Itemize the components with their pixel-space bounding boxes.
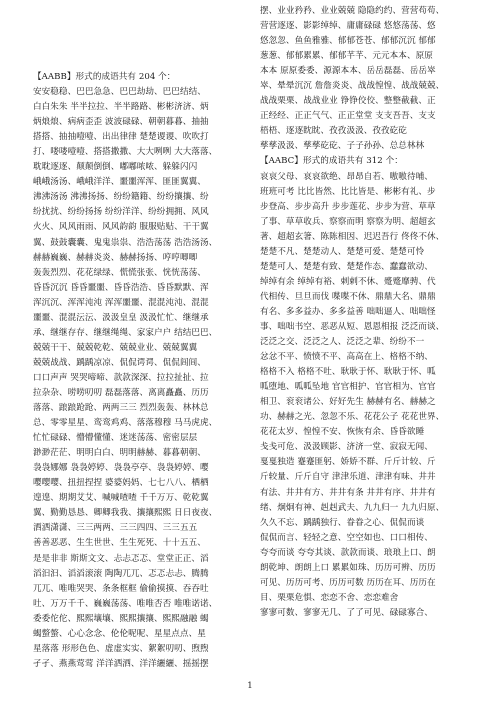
- text-line: 正经经、正正气气、正正堂堂 支支吾吾、支支: [260, 111, 436, 122]
- aabb-list-continued: [260, 4, 472, 154]
- text-line: 蝎螫螫、心心念念、伦伦呢呢、星星点点、星: [33, 628, 206, 639]
- text-line: 星落落 形形色色、虚虚实实、絮絮叨叨、煦煦: [33, 643, 209, 654]
- text-line: 口口声声 哭哭啼啼、款款深深、拉拉扯扯、拉: [33, 372, 209, 383]
- text-line: 沸沸汤汤 沸沸扬扬、纷纷籍籍、纷纷攘攘、纷: [33, 192, 209, 203]
- text-line: 委委佗佗、熙熙壤壤、熙熙攘攘、熙熙融融 蝎: [33, 613, 209, 624]
- text-line: 久久不忘、踽踽独行、眷眷之心、侃侃而谈: [260, 517, 425, 528]
- text-line: 崒、晕晕沉沉 詹詹炎炎、战战惶惶、战战兢兢、: [260, 81, 445, 92]
- text-line: 总、零零星星、鸾鸾鸡鸡、落落穆穆 马马虎虎、: [33, 418, 218, 429]
- text-line: 著、超超玄箸、陈陈相因、迟迟吾行 佟佟不休、: [260, 231, 445, 242]
- text-line: 相卫、衮衮诸公、好好先生 赫赫有名、赫赫之: [260, 397, 436, 408]
- text-line: 泛泛之交、泛泛之人、泛泛之辈、纷纷不一: [260, 337, 425, 348]
- text-line: 滔汩汩、滔滔滚滚 陶陶兀兀、忑忑忐忐、腾腾: [33, 568, 209, 579]
- text-line: 功、赫赫之光、忽忽不乐、花花公子 花花世界、: [260, 412, 445, 423]
- text-line: 戛戛独造 蹇蹇匪躬、娇娇不群、斤斤计较、斤: [260, 457, 436, 468]
- text-line: 炳烺烺、病病歪歪 波波碌碌、朝朝暮暮、抽抽: [33, 117, 209, 128]
- text-line: 吐、万万千千、巍巍荡荡、唯唯否否 唯唯诺诺、: [33, 598, 218, 609]
- text-line: 侃侃而言、轻轻之意、空空如也、口口相传、: [260, 532, 433, 543]
- text-line: 赫赫巍巍、赫赫炎炎、赫赫扬扬、哼哼唧唧: [33, 252, 198, 263]
- text-line: 嘤嘤嘤、扭扭捏捏 婆婆妈妈、七七八八、栖栖: [33, 478, 209, 489]
- text-line: 楚楚不凡、楚楚动人、楚楚可爱、楚楚可怜: [260, 246, 425, 257]
- text-line: 是是非非 斯斯文文、忐忐忑忑、堂堂正正、滔: [33, 553, 209, 564]
- text-line: 事、咄咄书空、恶恶从短、恩恩相报 泛泛而谈、: [260, 321, 445, 332]
- text-line: 步登高、步步高升 步步莲花、步步为营、草草: [260, 201, 436, 212]
- section-header-aabc: 【AABC】形式的成语共有 312 个：: [260, 156, 403, 167]
- text-line: 有法、井井有方、井井有条 井井有序、井井有: [260, 487, 436, 498]
- text-line: 兀兀、唯唯哭哭、条条框框 偷偷摸摸、吞吞吐: [33, 583, 209, 594]
- text-line: 拉杂杂、唠唠叨叨 磊磊落落、离离矗矗、历历: [33, 387, 209, 398]
- text-line: 楚楚可人、楚楚有致、楚楚作态、蠢蠢欲动、: [260, 261, 433, 272]
- text-line: 绪、炯炯有神、赳赳武夫、九九归一 九九归原、: [260, 502, 445, 513]
- text-line: 洒洒潇潇、三三两两、三三四四、三三五五: [33, 523, 198, 534]
- text-line: 有名、多多益办、多多益善 咄咄逼人、咄咄怪: [260, 306, 436, 317]
- text-line: 噩噩、混混沄沄、汲汲皇皇 汲汲忙忙、继继承: [33, 312, 209, 323]
- text-line: 营营逐逐、影影绰绰、庸庸碌碌 悠悠荡荡、悠: [260, 21, 436, 32]
- text-line: 纷扰扰、纷纷扬扬 纷纷洋洋、纷纷拥拥、风风: [33, 207, 209, 218]
- text-line: 兢兢战战、踽踽凉凉、侃侃谔谔、侃侃闾闾、: [33, 357, 206, 368]
- text-line: 绰绰有余 绰绰有裕、剌剌不休、蹙蹙靡骋、代: [260, 276, 436, 287]
- text-line: 火火、风风雨雨、风风韵韵 服服贴贴、干干翼: [33, 222, 209, 233]
- text-line: 摆、业业矜矜、业业兢兢 隐隐约约、营营苟苟、: [260, 6, 445, 16]
- text-line: 轰轰烈烈、花花绿绿、慌慌张张、恍恍荡荡、: [33, 267, 206, 278]
- text-line: 花花太岁、惶惶不安、恢恢有余、昏昏欲睡: [260, 427, 425, 438]
- text-line: 格格不入 格格不吐、耿耿于怀、耿耿于怀、呱: [260, 367, 436, 378]
- text-line: 善善恶恶、生生世世、生生死死、十十五五、: [33, 538, 206, 549]
- text-line: 忿忿不平、愤愤不平、高高在上、格格不纳、: [260, 352, 433, 363]
- aabb-list: [33, 85, 244, 672]
- text-line: 忙忙碌碌、懵懵懂懂、迷迷荡荡、密密层层: [33, 433, 198, 444]
- text-line: 翼、鼓鼓囊囊、鬼鬼祟祟、浩浩荡荡 浩浩汤汤、: [33, 237, 218, 248]
- text-line: 渺渺茫茫、明明白白、明明赫赫、暮暮朝朝、: [33, 448, 206, 459]
- section-header-aabb: 【AABB】形式的成语共有 204 个：: [33, 72, 176, 82]
- page-number: 1: [247, 681, 253, 691]
- text-line: 斤较量、斤斤自守 津津乐道、津津有味、井井: [260, 472, 436, 483]
- aabc-list: [260, 170, 472, 621]
- text-line: 落落、踉踉跄跄、两两三三 烈烈轰轰、林林总: [33, 403, 209, 414]
- text-line: 白白朱朱 半半拉拉、半半路路、彬彬济济、炳: [33, 102, 209, 113]
- text-line: 目、栗栗危惧、恋恋不舍、恋恋难舍: [260, 592, 399, 603]
- text-line: 浑沉沉、浑浑沌沌 浑浑噩噩、混混沌沌、混混: [33, 297, 209, 308]
- text-line: 可见、历历可考、历历可数 历历在耳、历历在: [260, 577, 436, 588]
- text-line: 遑遑、期期艾艾、喊喊喳喳 千千万万、乾乾翼: [33, 493, 209, 504]
- text-line: 安安稳稳、巴巴急急、巴巴劫劫、巴巴结结、: [33, 87, 206, 98]
- text-line: 夸夸而谈 夸夸其谈、款款而谈、琅琅上口、朗: [260, 547, 436, 558]
- text-line: 本本 原原委委、源源本本、岳岳磊磊、岳岳崒: [260, 66, 436, 77]
- text-line: 寥寥可数、寥寥无几、了了可见、碌碌寡合、: [260, 607, 433, 618]
- text-line: 梧梧、逐逐眈眈、孜孜汲汲、孜孜矻矻: [260, 126, 407, 137]
- text-line: 代相传、旦旦而伐 喋喋不休、鼎鼎大名、鼎鼎: [260, 291, 436, 302]
- text-line: 承、继继存存、继继绳绳、家家户户 结结巴巴、: [33, 327, 218, 338]
- text-line: 昏昏沉沉 昏昏噩噩、昏昏浩浩、昏昏默默、浑: [33, 282, 209, 293]
- text-line: 了事、草草收兵、察察而明 察察为明、超超玄: [260, 216, 436, 227]
- text-line: 翼、勤勤恳恳、卿卿我我、攘攘熙熙 日日夜夜、: [33, 508, 218, 519]
- left-column: [33, 70, 244, 672]
- text-line: 耽耽逐逐、颠颠倒倒、嘟嘟哝哝、躲躲闪闪: [33, 162, 198, 173]
- text-line: 悠忽忽、鱼鱼雅雅、郁郁苍苍、郁郁沉沉 郁郁: [260, 36, 436, 47]
- text-line: 朗乾坤、朗朗上口 累累如珠、历历可辨、历历: [260, 562, 436, 573]
- text-line: 打、喽喽噎噎、搭搭撒撒、大大咧咧 大大落落、: [33, 147, 218, 158]
- text-line: 戋戋可危、汲汲顾影、济济一堂、寂寂无闻、: [260, 442, 433, 453]
- text-line: 呱堕地、呱呱坠地 官官相护、官官相为、官官: [260, 382, 436, 393]
- text-line: 班班可考 比比皆然、比比皆是、彬彬有礼、步: [260, 186, 436, 197]
- text-line: 搭搭、抽抽噎噎、出出律律 楚楚谡谡、吹吹打: [33, 132, 209, 143]
- text-line: 峨峨汤汤、峨峨洋洋、噩噩浑浑、匪匪翼翼、: [33, 177, 206, 188]
- text-line: 孳孳汲汲、孳孳矻矻、子子孙孙、总总林林: [260, 141, 425, 152]
- text-line: 战战栗栗、战战业业 铮铮佼佼、整整截截、正: [260, 96, 436, 107]
- right-column: [260, 4, 472, 621]
- text-line: 哀哀父母、哀哀欲绝、昂昂自若、嗷嗷待哺、: [260, 171, 433, 182]
- text-line: 袅袅娜娜 袅袅婷婷、袅袅亭亭、袅袅婷婷、嘤: [33, 463, 209, 474]
- text-line: 孑孑、燕燕莺莺 洋洋洒洒、洋洋纚纚、摇摇摆: [33, 658, 209, 669]
- text-line: 兢兢干干、兢兢乾乾、兢兢业业、兢兢翼翼: [33, 342, 198, 353]
- text-line: 葱葱、郁郁累累、郁郁芊芊、元元本本、原原: [260, 51, 433, 62]
